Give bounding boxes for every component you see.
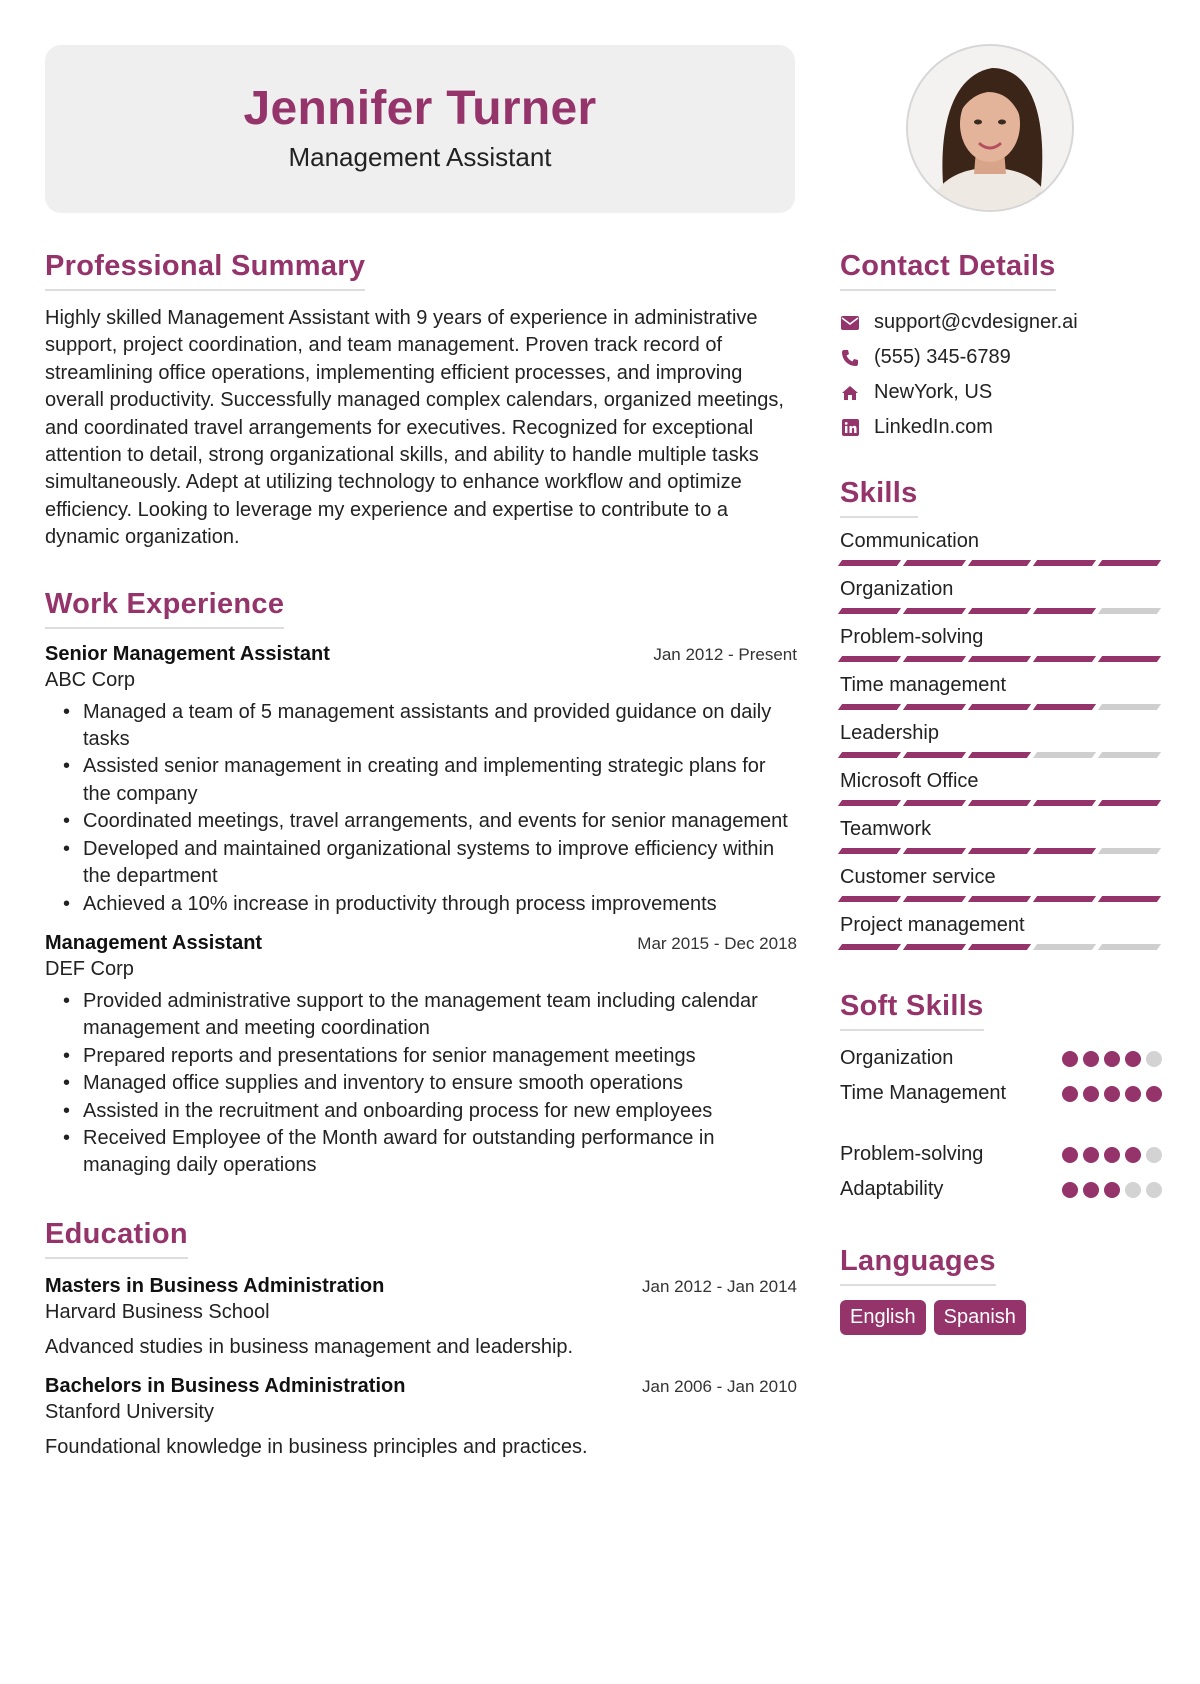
skill-level-segment bbox=[838, 560, 901, 566]
rating-dot bbox=[1083, 1051, 1099, 1067]
rating-dot bbox=[1062, 1051, 1078, 1067]
soft-skill-name: Time Management bbox=[840, 1082, 1006, 1104]
skill-level-segment bbox=[903, 656, 966, 662]
skill-level-bar bbox=[840, 944, 1162, 950]
skill-level-bar bbox=[840, 656, 1162, 662]
skill-level-bar bbox=[840, 752, 1162, 758]
section-heading-skills: Skills bbox=[840, 477, 918, 518]
candidate-name: Jennifer Turner bbox=[243, 82, 597, 135]
skill-level-segment bbox=[1033, 560, 1096, 566]
job-role: Senior Management Assistant bbox=[45, 642, 330, 665]
skill-item bbox=[840, 770, 1162, 806]
contact-location bbox=[840, 375, 1162, 410]
skill-level-segment bbox=[1033, 944, 1096, 950]
rating-dot bbox=[1062, 1147, 1078, 1163]
skill-level-segment bbox=[968, 656, 1031, 662]
rating-dot bbox=[1146, 1147, 1162, 1163]
soft-skill-name: Problem-solving bbox=[840, 1143, 984, 1165]
education-description: Foundational knowledge in business principles and practices. bbox=[45, 1435, 588, 1458]
skill-name: Organization bbox=[840, 578, 954, 600]
job-bullet: • Managed office supplies and inventory to ensure smooth operations bbox=[83, 1070, 797, 1097]
soft-skill-item bbox=[840, 1137, 1162, 1172]
skill-level-segment bbox=[968, 848, 1031, 854]
job-role: Management Assistant bbox=[45, 931, 263, 954]
contact-email[interactable] bbox=[840, 305, 1162, 340]
soft-skill-rating bbox=[1062, 1147, 1162, 1163]
left-column bbox=[45, 250, 797, 1459]
contact-phone-text: (555) 345-6789 bbox=[874, 346, 1011, 368]
job-bullet: • Provided administrative support to the management team including calendar management and meeting coordination bbox=[83, 988, 797, 1043]
soft-skill-name: Organization bbox=[840, 1047, 954, 1069]
summary-text: Highly skilled Management Assistant with 9 years of experience in administrative support, project coordination, and team management. Proven track record of streamlining office operations, implementing efficient processes, and improving overall productivity. Successfully managed complex calendars, organized meetings, and coordinated travel arrangements for executives. Recognized for exceptional attention to detail, strong organizational skills, and ability to handle multiple tasks simultaneously. Adept at utilizing technology to enhance workflow and optimize efficiency. Looking to leverage my experience and expertise to contribute to a dynamic organization. bbox=[45, 307, 784, 549]
skill-level-segment bbox=[1098, 944, 1161, 950]
job-bullet: • Received Employee of the Month award for outstanding performance in managing daily operations bbox=[83, 1125, 797, 1180]
skill-level-segment bbox=[903, 560, 966, 566]
skill-name: Microsoft Office bbox=[840, 770, 979, 792]
job-date: Mar 2015 - Dec 2018 bbox=[637, 933, 797, 953]
degree-title: Bachelors in Business Administration bbox=[45, 1374, 406, 1397]
contact-phone[interactable] bbox=[840, 340, 1162, 375]
profile-portrait-image bbox=[908, 46, 1072, 210]
job-bullet: • Prepared reports and presentations for senior management meetings bbox=[83, 1043, 797, 1070]
soft-skills-section bbox=[840, 990, 1162, 1207]
soft-skill-rating bbox=[1062, 1051, 1162, 1067]
skill-level-segment bbox=[968, 896, 1031, 902]
rating-dot bbox=[1125, 1147, 1141, 1163]
section-heading-languages: Languages bbox=[840, 1245, 996, 1286]
professional-summary-section bbox=[45, 250, 797, 552]
skill-level-segment bbox=[838, 704, 901, 710]
skill-item bbox=[840, 818, 1162, 854]
skill-level-segment bbox=[838, 608, 901, 614]
resume-header bbox=[45, 45, 795, 213]
job-bullets bbox=[45, 699, 797, 918]
rating-dot bbox=[1104, 1182, 1120, 1198]
skill-level-segment bbox=[903, 848, 966, 854]
skill-level-segment bbox=[903, 800, 966, 806]
skill-level-segment bbox=[968, 560, 1031, 566]
soft-skill-item bbox=[840, 1076, 1162, 1111]
skill-level-segment bbox=[1033, 608, 1096, 614]
skill-level-segment bbox=[903, 896, 966, 902]
skill-level-segment bbox=[1033, 848, 1096, 854]
contact-linkedin[interactable] bbox=[840, 410, 1162, 445]
skill-level-segment bbox=[1098, 896, 1161, 902]
skill-item bbox=[840, 722, 1162, 758]
skill-level-segment bbox=[1033, 704, 1096, 710]
section-heading-experience: Work Experience bbox=[45, 588, 284, 629]
skill-item bbox=[840, 914, 1162, 950]
skill-name: Time management bbox=[840, 674, 1006, 696]
skill-level-bar bbox=[840, 848, 1162, 854]
skill-item bbox=[840, 626, 1162, 662]
education-date: Jan 2006 - Jan 2010 bbox=[641, 1376, 797, 1396]
education-section bbox=[45, 1218, 797, 1459]
job-bullet: • Coordinated meetings, travel arrangements, and events for senior management bbox=[83, 808, 797, 835]
education-description: Advanced studies in business management and leadership. bbox=[45, 1335, 574, 1358]
degree-title: Masters in Business Administration bbox=[45, 1274, 385, 1297]
skill-level-segment bbox=[838, 848, 901, 854]
job-entry bbox=[45, 643, 797, 918]
skill-level-bar bbox=[840, 608, 1162, 614]
skill-level-segment bbox=[1098, 800, 1161, 806]
soft-skill-rating bbox=[1062, 1086, 1162, 1102]
skill-level-segment bbox=[838, 800, 901, 806]
skill-level-segment bbox=[968, 704, 1031, 710]
linkedin-icon bbox=[840, 418, 860, 438]
contact-section bbox=[840, 250, 1162, 445]
job-date: Jan 2012 - Present bbox=[653, 644, 797, 664]
school-name: Harvard Business School bbox=[45, 1300, 270, 1323]
skill-name: Customer service bbox=[840, 866, 996, 888]
contact-location-text: NewYork, US bbox=[874, 381, 993, 403]
skill-name: Project management bbox=[840, 914, 1025, 936]
rating-dot bbox=[1125, 1051, 1141, 1067]
rating-dot bbox=[1125, 1182, 1141, 1198]
soft-skill-item bbox=[840, 1041, 1162, 1076]
school-name: Stanford University bbox=[45, 1400, 214, 1423]
skill-level-segment bbox=[968, 752, 1031, 758]
skill-level-segment bbox=[1098, 752, 1161, 758]
job-company: DEF Corp bbox=[45, 957, 134, 980]
job-company: ABC Corp bbox=[45, 668, 136, 691]
skill-level-segment bbox=[838, 656, 901, 662]
section-heading-contact: Contact Details bbox=[840, 250, 1056, 291]
rating-dot bbox=[1146, 1182, 1162, 1198]
section-heading-soft-skills: Soft Skills bbox=[840, 990, 984, 1031]
envelope-icon bbox=[840, 313, 860, 333]
skill-level-segment bbox=[903, 944, 966, 950]
soft-skill-name: Adaptability bbox=[840, 1178, 944, 1200]
language-tag-spanish: Spanish bbox=[934, 1300, 1026, 1335]
skill-level-segment bbox=[968, 608, 1031, 614]
rating-dot bbox=[1083, 1182, 1099, 1198]
contact-email-text: support@cvdesigner.ai bbox=[874, 311, 1078, 333]
rating-dot bbox=[1104, 1086, 1120, 1102]
education-entry bbox=[45, 1375, 797, 1459]
skill-level-bar bbox=[840, 704, 1162, 710]
job-entry bbox=[45, 932, 797, 1180]
skill-level-segment bbox=[1033, 896, 1096, 902]
section-heading-summary: Professional Summary bbox=[45, 250, 365, 291]
skill-level-segment bbox=[1098, 560, 1161, 566]
work-experience-section bbox=[45, 588, 797, 1180]
job-bullet: • Assisted senior management in creating and implementing strategic plans for the company bbox=[83, 753, 797, 808]
rating-dot bbox=[1062, 1086, 1078, 1102]
skill-level-segment bbox=[1098, 848, 1161, 854]
skill-level-segment bbox=[968, 944, 1031, 950]
skills-list bbox=[840, 530, 1162, 950]
job-bullet: • Developed and maintained organizational systems to improve efficiency within the department bbox=[83, 836, 797, 891]
home-icon bbox=[840, 383, 860, 403]
skill-level-bar bbox=[840, 896, 1162, 902]
skill-level-segment bbox=[1033, 752, 1096, 758]
skill-level-segment bbox=[838, 896, 901, 902]
rating-dot bbox=[1083, 1147, 1099, 1163]
skill-level-segment bbox=[838, 944, 901, 950]
skill-item bbox=[840, 866, 1162, 902]
profile-photo bbox=[906, 44, 1074, 212]
skill-level-segment bbox=[838, 752, 901, 758]
rating-dot bbox=[1062, 1182, 1078, 1198]
rating-dot bbox=[1104, 1147, 1120, 1163]
skill-level-bar bbox=[840, 800, 1162, 806]
right-column bbox=[840, 250, 1162, 1335]
rating-dot bbox=[1104, 1051, 1120, 1067]
languages-section bbox=[840, 1245, 1162, 1335]
skill-level-segment bbox=[1098, 704, 1161, 710]
rating-dot bbox=[1146, 1086, 1162, 1102]
skill-item bbox=[840, 578, 1162, 614]
phone-icon bbox=[840, 348, 860, 368]
rating-dot bbox=[1125, 1086, 1141, 1102]
skills-section bbox=[840, 477, 1162, 950]
skill-item bbox=[840, 674, 1162, 710]
education-date: Jan 2012 - Jan 2014 bbox=[641, 1276, 797, 1296]
skill-level-segment bbox=[1098, 656, 1161, 662]
skill-level-segment bbox=[903, 608, 966, 614]
soft-skill-item bbox=[840, 1172, 1162, 1207]
candidate-title: Management Assistant bbox=[288, 142, 552, 172]
skill-name: Teamwork bbox=[840, 818, 932, 840]
skill-name: Communication bbox=[840, 530, 979, 552]
contact-linkedin-text: LinkedIn.com bbox=[874, 416, 993, 438]
soft-skill-rating bbox=[1062, 1182, 1162, 1198]
skill-level-segment bbox=[1033, 800, 1096, 806]
skill-level-segment bbox=[968, 800, 1031, 806]
skill-level-segment bbox=[1098, 608, 1161, 614]
language-tag-english: English bbox=[840, 1300, 926, 1335]
skill-level-bar bbox=[840, 560, 1162, 566]
skill-item bbox=[840, 530, 1162, 566]
skill-name: Leadership bbox=[840, 722, 939, 744]
job-bullets bbox=[45, 988, 797, 1180]
education-entry bbox=[45, 1275, 797, 1359]
skill-level-segment bbox=[1033, 656, 1096, 662]
rating-dot bbox=[1146, 1051, 1162, 1067]
rating-dot bbox=[1083, 1086, 1099, 1102]
job-bullet: • Assisted in the recruitment and onboarding process for new employees bbox=[83, 1098, 797, 1125]
skill-name: Problem-solving bbox=[840, 626, 984, 648]
job-bullet: • Achieved a 10% increase in productivity through process improvements bbox=[83, 891, 797, 918]
section-heading-education: Education bbox=[45, 1218, 188, 1259]
skill-level-segment bbox=[903, 704, 966, 710]
skill-level-segment bbox=[903, 752, 966, 758]
job-bullet: • Managed a team of 5 management assistants and provided guidance on daily tasks bbox=[83, 699, 797, 754]
